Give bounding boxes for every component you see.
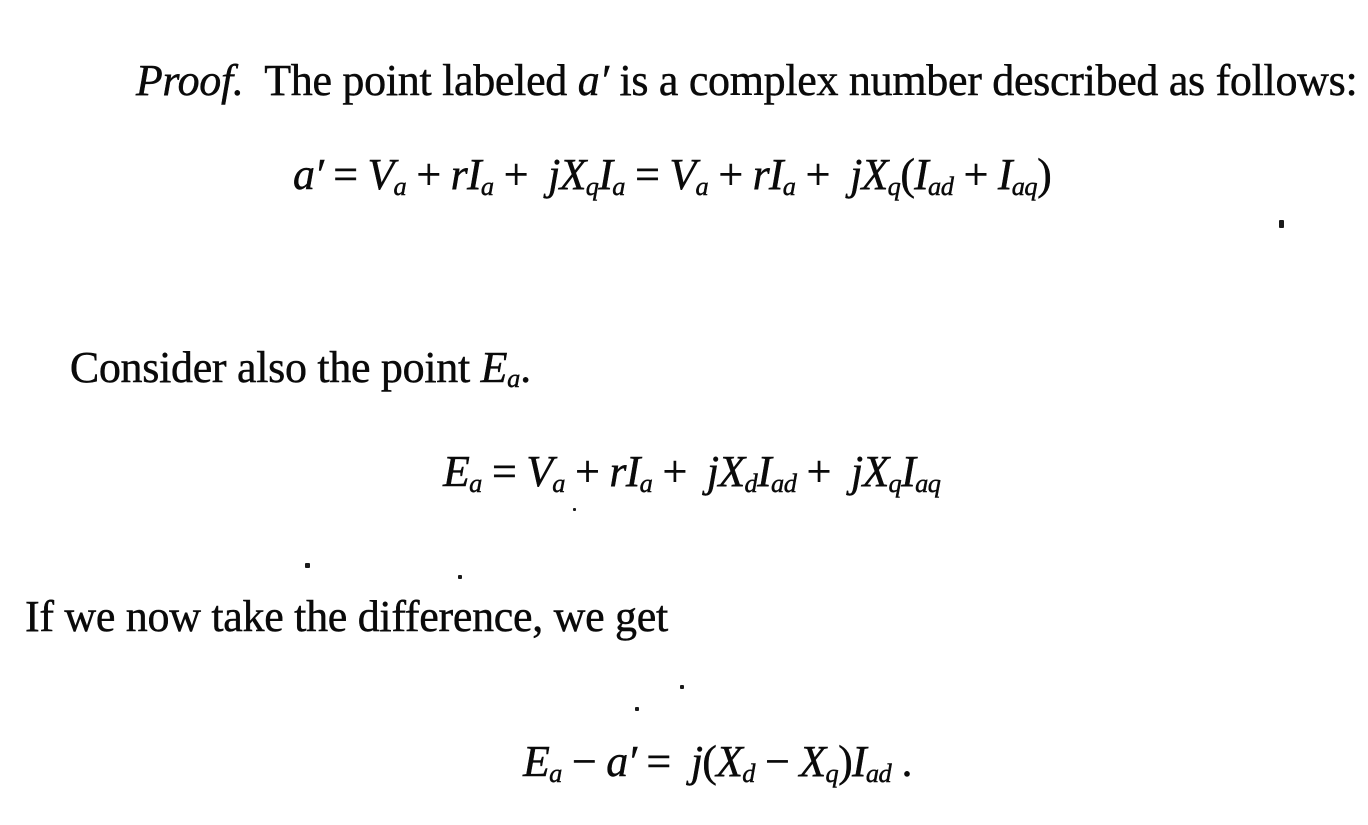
consider-period: . bbox=[520, 342, 531, 392]
scan-speck bbox=[573, 508, 576, 511]
equation-operator: + bbox=[953, 150, 998, 199]
equation-operator: + bbox=[708, 150, 753, 199]
proof-label: Proof. bbox=[135, 55, 244, 105]
equation-variable: jX bbox=[851, 447, 889, 496]
equation-variable: jX bbox=[850, 150, 888, 199]
equation-variable: V bbox=[526, 447, 553, 496]
equation-variable: rI bbox=[752, 150, 783, 199]
equation-variable: E bbox=[443, 447, 470, 496]
equation-subscript: q bbox=[888, 467, 902, 498]
equation-subscript: q bbox=[585, 170, 599, 201]
difference-line: If we now take the difference, we get bbox=[25, 592, 668, 641]
consider-var-E: E bbox=[480, 342, 508, 392]
equation-subscript: a bbox=[393, 170, 407, 201]
equation-operator: − bbox=[754, 737, 800, 786]
equation-variable: X bbox=[799, 737, 826, 786]
equation-variable: V bbox=[367, 150, 394, 199]
equation-subscript: aq bbox=[1011, 170, 1038, 201]
equation-variable: X bbox=[716, 737, 743, 786]
equation-operator: + bbox=[406, 150, 451, 199]
scan-speck bbox=[458, 575, 462, 579]
equation-variable: jX bbox=[548, 150, 586, 199]
equation-operator: ( bbox=[702, 737, 717, 786]
equation-subscript: a bbox=[612, 170, 625, 201]
equation-subscript: a bbox=[549, 757, 562, 788]
equation-operator: + bbox=[564, 447, 610, 496]
equation-variable: I bbox=[901, 447, 916, 496]
equation-variable: rI bbox=[609, 447, 640, 496]
equation-subscript: d bbox=[744, 467, 758, 498]
equation-operator: = bbox=[636, 737, 691, 786]
equation-subscript: a bbox=[552, 467, 565, 498]
equation-operator: ) bbox=[838, 737, 852, 786]
equation-variable: a′ bbox=[293, 150, 324, 199]
scan-speck bbox=[680, 685, 684, 689]
equation-operator: . bbox=[891, 737, 912, 786]
equation-operator: + bbox=[652, 447, 707, 496]
equation-subscript: a bbox=[480, 170, 494, 201]
intro-text-tail: is a complex number described as follows: bbox=[608, 55, 1358, 105]
equation-difference-result bbox=[523, 737, 912, 788]
equation-subscript: d bbox=[742, 757, 755, 788]
equation-subscript: aq bbox=[915, 467, 941, 498]
equation-subscript: ad bbox=[928, 170, 954, 201]
consider-var-E-subscript: a bbox=[507, 363, 521, 394]
proof-intro-line bbox=[93, 5, 1357, 157]
equation-subscript: a bbox=[469, 467, 482, 498]
scan-speck bbox=[305, 563, 310, 568]
equation-subscript: q bbox=[887, 170, 901, 201]
equation-operator: = bbox=[323, 150, 368, 199]
equation-variable: V bbox=[669, 150, 696, 199]
equation-variable: I bbox=[757, 447, 771, 496]
equation-variable: rI bbox=[450, 150, 481, 199]
scan-speck bbox=[1279, 220, 1284, 228]
intro-text-segment: The point labeled bbox=[243, 55, 578, 105]
equation-operator: ( bbox=[900, 150, 915, 199]
equation-subscript: a bbox=[695, 170, 709, 201]
equation-variable: I bbox=[914, 150, 929, 199]
equation-subscript: ad bbox=[865, 757, 892, 788]
equation-operator: + bbox=[796, 447, 852, 496]
equation-variable: j bbox=[690, 737, 703, 786]
equation-subscript: q bbox=[825, 757, 839, 788]
scan-speck bbox=[635, 707, 639, 711]
equation-variable: I bbox=[852, 737, 866, 786]
equation-operator: = bbox=[481, 447, 527, 496]
equation-variable: I bbox=[598, 150, 613, 199]
equation-a-prime-definition bbox=[293, 150, 1051, 201]
equation-operator: − bbox=[561, 737, 607, 786]
consider-line bbox=[27, 292, 531, 444]
consider-text: Consider also the point bbox=[69, 342, 481, 392]
equation-operator: ) bbox=[1037, 150, 1051, 199]
equation-variable: E bbox=[523, 737, 550, 786]
equation-Ea-definition bbox=[443, 447, 940, 498]
equation-variable: I bbox=[997, 150, 1012, 199]
equation-subscript: a bbox=[782, 170, 796, 201]
equation-variable: a′ bbox=[606, 737, 637, 786]
intro-var-a-prime: a′ bbox=[577, 55, 609, 105]
equation-operator: + bbox=[795, 150, 851, 199]
equation-subscript: ad bbox=[771, 467, 797, 498]
equation-variable: jX bbox=[706, 447, 745, 496]
equation-subscript: a bbox=[639, 467, 653, 498]
equation-operator: + bbox=[493, 150, 549, 199]
equation-operator: = bbox=[624, 150, 670, 199]
